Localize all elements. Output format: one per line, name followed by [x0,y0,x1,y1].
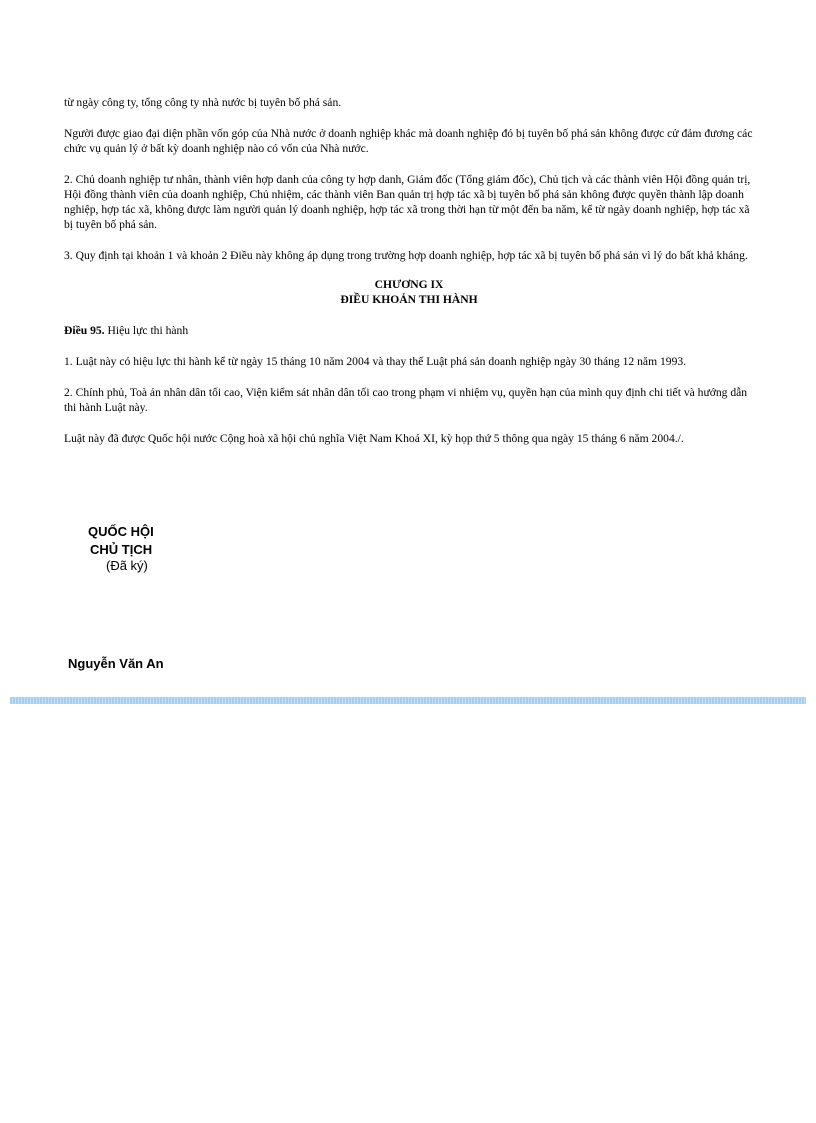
article-heading [64,323,754,338]
closing-statement: Luật này đã được Quốc hội nước Cộng hoà xã hội chủ nghĩa Việt Nam Khoá XI, kỳ họp thứ 5 thông qua ngày 15 tháng 6 năm 2004./. [64,432,684,445]
signature-organization: QUỐC HỘI [88,524,154,539]
article-clause-2: 2. Chính phủ, Toà án nhân dân tối cao, Viện kiểm sát nhân dân tối cao trong phạm vi nhiệm vụ, quyền hạn của mình quy định chi tiết và hướng dẫn thi hành Luật này. [64,386,748,414]
paragraph-clause-2: 2. Chủ doanh nghiệp tư nhân, thành viên hợp danh của công ty hợp danh, Giám đốc (Tổng giám đốc), Chủ tịch và các thành viên Hội đồng quản trị, Hội đồng thành viên của doanh nghiệp, Chủ nhiệm, các thành viên Ban quản trị hợp tác xã bị tuyên bố phá sản không được quyền thành lập doanh nghiệp, hợp tác xã, không được làm người quản lý doanh nghiệp, hợp tác xã trong thời hạn từ một đến ba năm, kể từ ngày doanh nghiệp, hợp tác xã bị tuyên bố phá sản. [64,173,751,231]
paragraph-bankruptcy-date: từ ngày công ty, tổng công ty nhà nước bị tuyên bố phá sản. [64,96,342,109]
document-body [64,95,754,671]
horizontal-rule [10,697,806,704]
article-label: Điều 95. [64,324,105,337]
signer-name: Nguyễn Văn An [68,656,164,671]
paragraph-clause-3: 3. Quy định tại khoản 1 và khoản 2 Điều này không áp dụng trong trường hợp doanh nghiệp, hợp tác xã bị tuyên bố phá sản vì lý do bất khả kháng. [64,249,748,262]
chapter-title: ĐIỀU KHOẢN THI HÀNH [340,293,478,306]
signature-note: (Đã ký) [106,558,148,573]
chapter-number: CHƯƠNG IX [374,278,444,291]
article-title: Hiệu lực thi hành [104,324,189,337]
article-clause-1: 1. Luật này có hiệu lực thi hành kể từ ngày 15 tháng 10 năm 2004 và thay thế Luật phá sản doanh nghiệp ngày 30 tháng 12 năm 1993. [64,355,687,368]
signature-title: CHỦ TỊCH [90,542,153,557]
paragraph-state-representative: Người được giao đại diện phần vốn góp của Nhà nước ở doanh nghiệp khác mà doanh nghiệp đó bị tuyên bố phá sản không được cử đảm đương các chức vụ quản lý ở bất kỳ doanh nghiệp nào có vốn của Nhà nước. [64,127,753,155]
